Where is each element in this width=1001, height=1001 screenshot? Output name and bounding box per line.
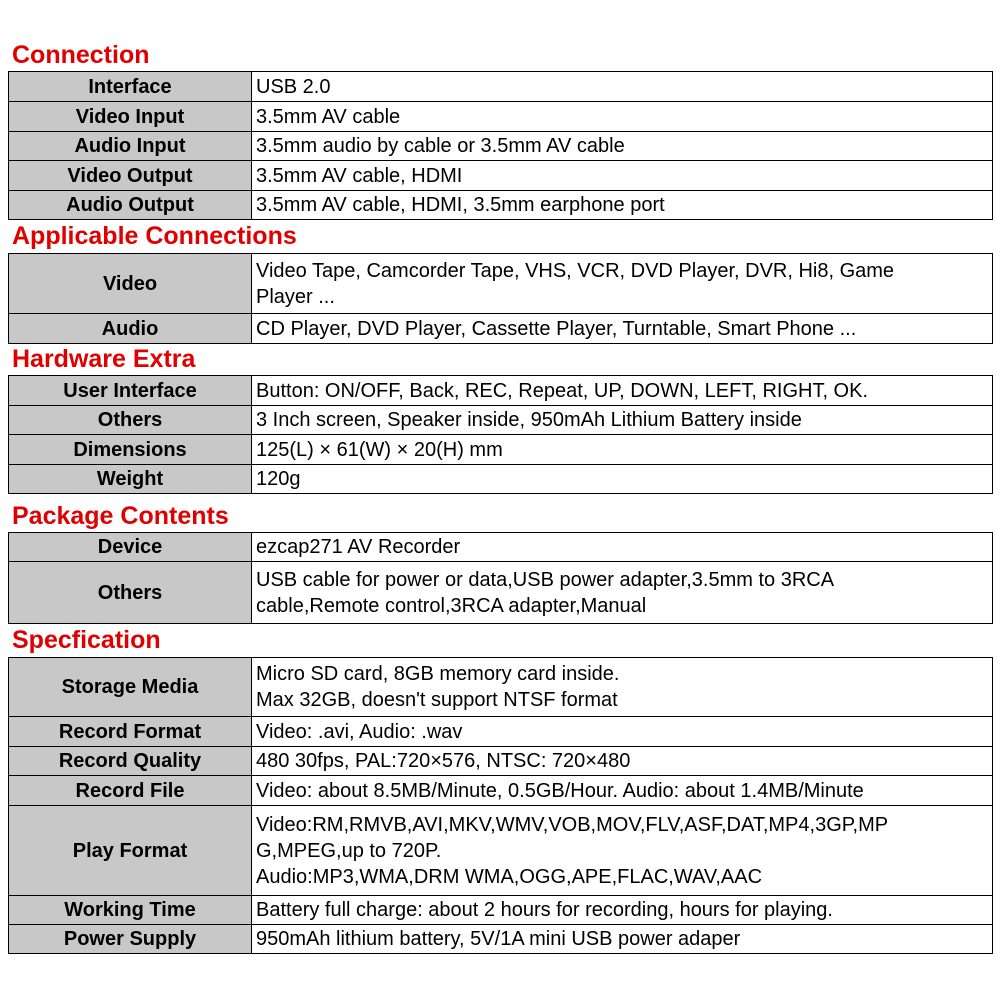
row-value xyxy=(252,658,993,717)
value-line: 3.5mm AV cable, HDMI xyxy=(256,164,463,187)
section-title-specfication: Specfication xyxy=(12,626,161,654)
value-line: 120g xyxy=(256,468,301,490)
table-row xyxy=(9,132,993,161)
row-value xyxy=(252,72,993,102)
value-line: Audio:MP3,WMA,DRM WMA,OGG,APE,FLAC,WAV,AAC xyxy=(256,865,763,888)
table-row xyxy=(9,254,993,314)
value-line: 3.5mm audio by cable or 3.5mm AV cable xyxy=(256,135,625,157)
row-value xyxy=(252,435,993,465)
table-row xyxy=(9,896,993,925)
row-label: Record File xyxy=(9,776,252,806)
row-value xyxy=(252,562,993,624)
row-value xyxy=(252,925,993,954)
table-row xyxy=(9,925,993,954)
row-label: Others xyxy=(9,406,252,435)
row-label: Play Format xyxy=(9,806,252,896)
row-label: Working Time xyxy=(9,896,252,925)
row-label: Video xyxy=(9,254,252,314)
value-line: Micro SD card, 8GB memory card inside. xyxy=(256,663,620,685)
row-label: Others xyxy=(9,562,252,624)
value-line: G,MPEG,up to 720P. xyxy=(256,839,442,862)
row-value xyxy=(252,191,993,220)
table-row xyxy=(9,161,993,191)
row-label: Device xyxy=(9,533,252,562)
applicable-connections-table xyxy=(8,253,993,344)
row-value xyxy=(252,132,993,161)
value-line: Video Tape, Camcorder Tape, VHS, VCR, DVD Player, DVR, Hi8, Game xyxy=(256,259,895,282)
value-line: 3.5mm AV cable, HDMI, 3.5mm earphone port xyxy=(256,194,665,216)
row-value xyxy=(252,254,993,314)
row-value xyxy=(252,747,993,776)
value-line: Max 32GB, doesn't support NTSF format xyxy=(256,689,618,711)
row-value xyxy=(252,896,993,925)
table-row xyxy=(9,562,993,624)
table-row xyxy=(9,533,993,562)
section-title-applicable-connections: Applicable Connections xyxy=(12,222,297,250)
row-value xyxy=(252,806,993,896)
row-value xyxy=(252,161,993,191)
value-line: 3 Inch screen, Speaker inside, 950mAh Lithium Battery inside xyxy=(256,409,802,431)
row-label: Audio Input xyxy=(9,132,252,161)
row-label: User Interface xyxy=(9,376,252,406)
table-row xyxy=(9,435,993,465)
value-line: CD Player, DVD Player, Cassette Player, Turntable, Smart Phone ... xyxy=(256,317,857,340)
table-row xyxy=(9,717,993,747)
table-row xyxy=(9,72,993,102)
specfication-table xyxy=(8,657,993,954)
row-value xyxy=(252,717,993,747)
value-line: 125(L) × 61(W) × 20(H) mm xyxy=(256,438,503,461)
section-title-hardware-extra: Hardware Extra xyxy=(12,345,196,373)
value-line: Video:RM,RMVB,AVI,MKV,WMV,VOB,MOV,FLV,ASF,DAT,MP4,3GP,MP xyxy=(256,813,889,836)
row-label: Power Supply xyxy=(9,925,252,954)
row-value xyxy=(252,776,993,806)
row-label: Interface xyxy=(9,72,252,102)
row-label: Dimensions xyxy=(9,435,252,465)
table-row xyxy=(9,658,993,717)
value-line: Video: about 8.5MB/Minute, 0.5GB/Hour. Audio: about 1.4MB/Minute xyxy=(256,779,864,802)
row-label: Audio Output xyxy=(9,191,252,220)
table-row xyxy=(9,314,993,344)
value-line: Button: ON/OFF, Back, REC, Repeat, UP, DOWN, LEFT, RIGHT, OK. xyxy=(256,379,869,402)
value-line: USB cable for power or data,USB power adapter,3.5mm to 3RCA xyxy=(256,568,835,591)
row-label: Storage Media xyxy=(9,658,252,717)
connection-table xyxy=(8,71,993,220)
table-row xyxy=(9,191,993,220)
row-label: Weight xyxy=(9,465,252,494)
table-row xyxy=(9,465,993,494)
row-value xyxy=(252,102,993,132)
row-value xyxy=(252,314,993,344)
value-line: 950mAh lithium battery, 5V/1A mini USB power adaper xyxy=(256,928,741,950)
table-row xyxy=(9,806,993,896)
value-line: 3.5mm AV cable xyxy=(256,105,401,128)
row-label: Record Format xyxy=(9,717,252,747)
value-line: ezcap271 AV Recorder xyxy=(256,536,461,558)
value-line: 480 30fps, PAL:720×576, NTSC: 720×480 xyxy=(256,750,631,772)
table-row xyxy=(9,747,993,776)
section-title-package-contents: Package Contents xyxy=(12,502,229,530)
table-row xyxy=(9,102,993,132)
row-label: Video Output xyxy=(9,161,252,191)
value-line: Video: .avi, Audio: .wav xyxy=(256,720,463,743)
section-title-connection: Connection xyxy=(12,41,150,69)
table-row xyxy=(9,406,993,435)
row-value xyxy=(252,533,993,562)
package-contents-table xyxy=(8,532,993,624)
value-line: USB 2.0 xyxy=(256,75,331,98)
value-line: Player ... xyxy=(256,285,335,308)
table-row xyxy=(9,376,993,406)
row-value xyxy=(252,406,993,435)
row-value xyxy=(252,465,993,494)
value-line: cable,Remote control,3RCA adapter,Manual xyxy=(256,594,647,617)
hardware-extra-table xyxy=(8,375,993,494)
row-label: Audio xyxy=(9,314,252,344)
value-line: Battery full charge: about 2 hours for recording, hours for playing. xyxy=(256,899,833,921)
table-row xyxy=(9,776,993,806)
row-label: Record Quality xyxy=(9,747,252,776)
row-value xyxy=(252,376,993,406)
row-label: Video Input xyxy=(9,102,252,132)
